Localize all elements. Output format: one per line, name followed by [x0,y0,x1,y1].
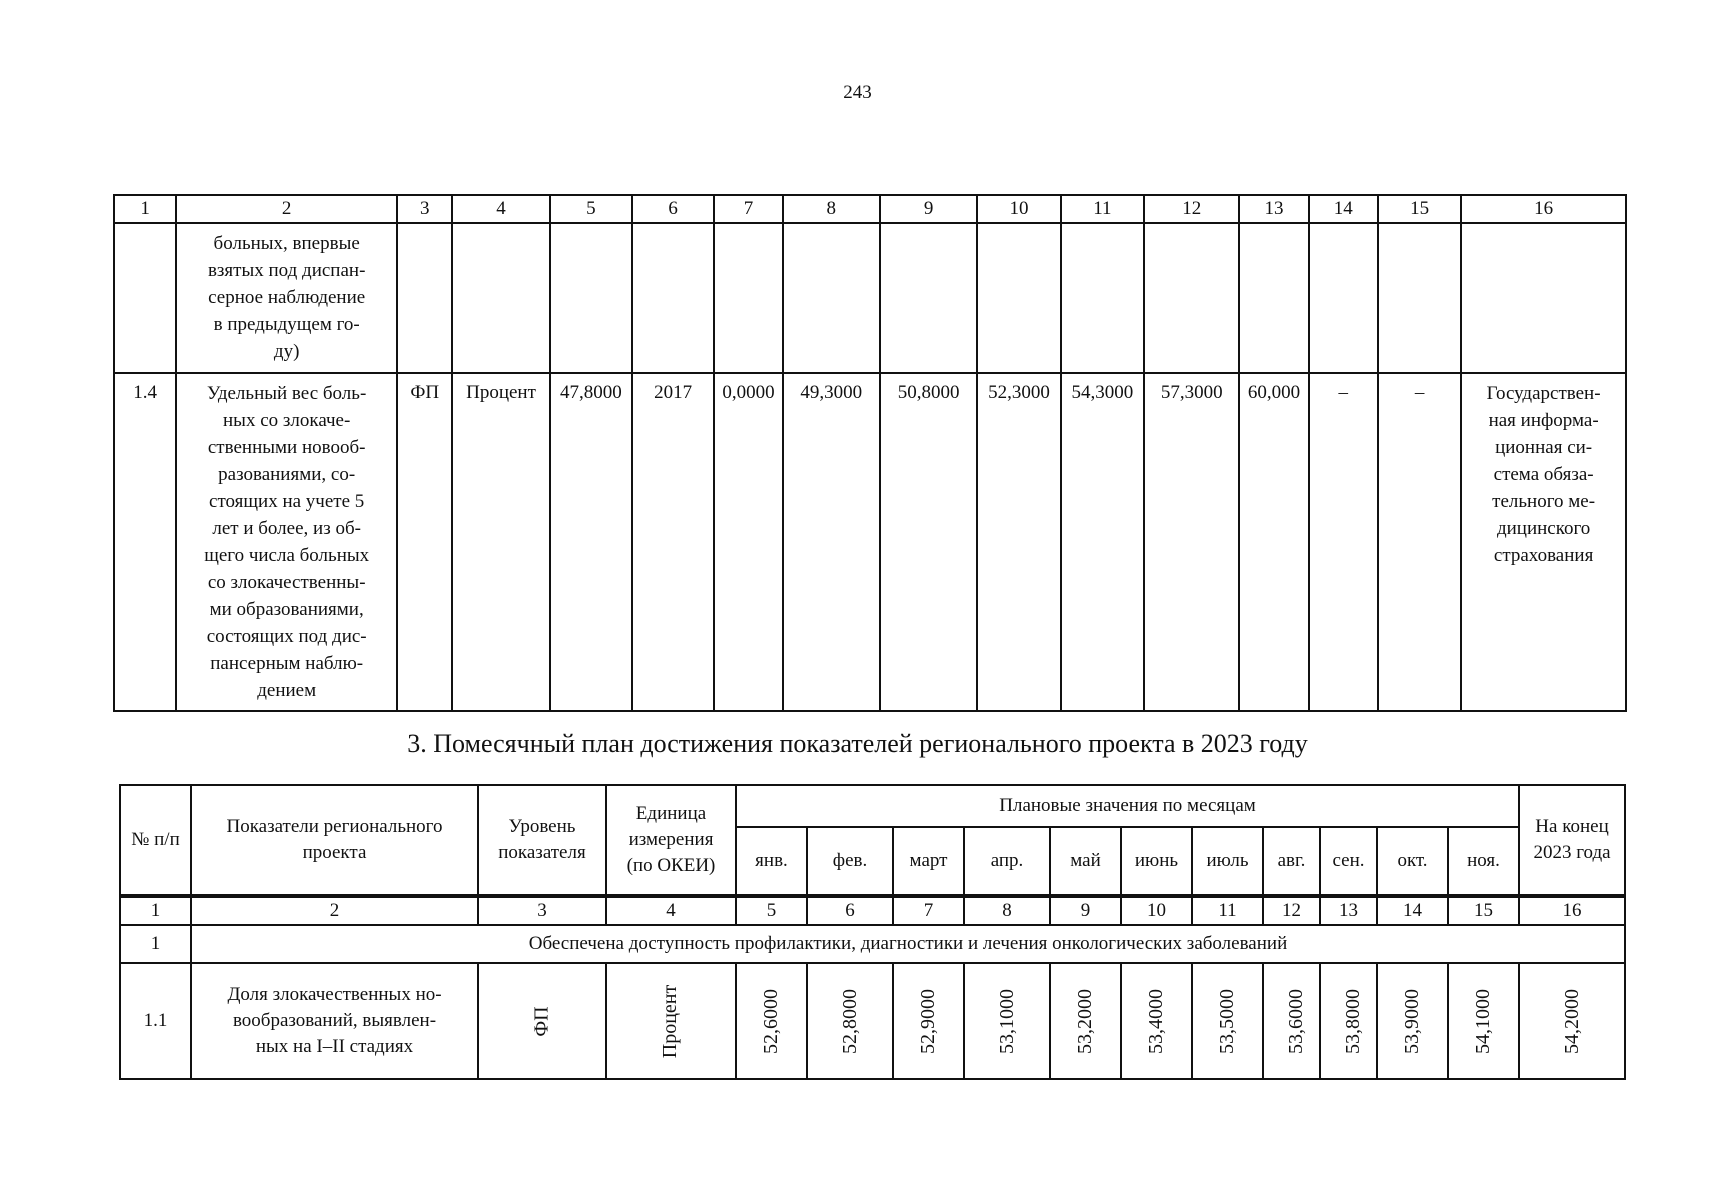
table-cell [632,223,714,373]
unit-cell: Процент [452,373,549,711]
month-header: янв. [736,827,807,896]
col-number: 5 [736,896,807,925]
col-number: 9 [1050,896,1121,925]
col-number: 11 [1061,195,1144,223]
month-header: сен. [1320,827,1377,896]
header-planned-values: Плановые значения по месяцам [736,785,1519,827]
data-source-cell: Государствен- ная информа- ционная си- стема обяза- тельного ме- дицинского страхования [1461,373,1626,711]
month-value-cell [1320,963,1377,1079]
month-value-cell [893,963,964,1079]
header-num: № п/п [120,785,191,896]
col-number: 11 [1192,896,1263,925]
end-of-year-value-cell [1519,963,1625,1079]
indicator-name-continuation: больных, впервые взятых под диспан- серное наблюдение в предыдущем го- ду) [176,223,397,373]
month-value: 53,2000 [1074,988,1096,1054]
table-cell [1378,223,1461,373]
col-number: 1 [120,896,191,925]
col-number: 16 [1519,896,1625,925]
value-cell: 60,000 [1239,373,1308,711]
col-number: 2 [191,896,478,925]
col-number: 6 [807,896,893,925]
month-value: 54,1000 [1472,988,1495,1054]
month-header: июль [1192,827,1263,896]
indicators-table-continuation [113,194,1627,712]
indicator-level: ФП [397,373,452,711]
unit-cell [606,963,736,1079]
month-value: 52,8000 [838,988,861,1054]
col-number: 10 [1121,896,1192,925]
section-row [120,925,1625,963]
month-value-cell [964,963,1050,1079]
table-cell [977,223,1060,373]
col-number: 12 [1263,896,1320,925]
base-year-cell: 2017 [632,373,714,711]
value-cell: 0,0000 [714,373,782,711]
table-row-1-4 [114,373,1626,711]
table-cell [114,223,176,373]
month-header: март [893,827,964,896]
column-number-row [120,896,1625,925]
page-number: 243 [843,82,872,103]
end-of-year-value: 54,2000 [1560,988,1583,1054]
col-number: 3 [397,195,452,223]
month-value-cell [1263,963,1320,1079]
col-number: 13 [1320,896,1377,925]
col-number: 8 [783,195,880,223]
month-value-cell [1377,963,1448,1079]
month-header: окт. [1377,827,1448,896]
col-number: 1 [114,195,176,223]
table-cell [550,223,632,373]
row-number: 1.1 [120,963,191,1079]
month-header: апр. [964,827,1050,896]
table-cell [880,223,977,373]
header-end-of-year: На конец 2023 года [1519,785,1625,896]
month-value: 53,8000 [1342,988,1364,1054]
col-number: 13 [1239,195,1308,223]
header-level: Уровень показателя [478,785,606,896]
month-value-cell [807,963,893,1079]
header-row [120,785,1625,827]
value-cell: 50,8000 [880,373,977,711]
table-cell [397,223,452,373]
value-cell: 49,3000 [783,373,880,711]
col-number: 3 [478,896,606,925]
month-header: фев. [807,827,893,896]
monthly-plan-table [119,784,1626,1080]
table-cell [452,223,549,373]
month-value-cell [1121,963,1192,1079]
month-value: 53,4000 [1145,988,1167,1054]
col-number: 4 [452,195,549,223]
month-header: авг. [1263,827,1320,896]
table-cell [1461,223,1626,373]
table-cell [1061,223,1144,373]
unit-value: Процент [659,984,682,1058]
col-number: 8 [964,896,1050,925]
indicator-level: ФП [530,1005,553,1037]
col-number: 14 [1377,896,1448,925]
col-number: 14 [1309,195,1378,223]
indicator-name: Удельный вес боль- ных со злокаче- ственными новооб- разованиями, со- стоящих на учете 5 лет и более, из об- щего числа больных со злокачественны- ми образованиями, состоящих под дис- пансерным наблю- дением [176,373,397,711]
base-value-cell: 47,8000 [550,373,632,711]
table-cell [1144,223,1239,373]
table-cell [1309,223,1378,373]
table-cell [714,223,782,373]
month-value: 53,1000 [995,988,1018,1054]
value-cell: 57,3000 [1144,373,1239,711]
month-value: 53,5000 [1216,988,1238,1054]
month-value-cell [1192,963,1263,1079]
month-header: май [1050,827,1121,896]
col-number: 6 [632,195,714,223]
header-unit: Единица измерения (по ОКЕИ) [606,785,736,896]
value-cell: 52,3000 [977,373,1060,711]
col-number: 7 [714,195,782,223]
table-cell [1239,223,1308,373]
col-number: 10 [977,195,1060,223]
col-number: 16 [1461,195,1626,223]
col-number: 9 [880,195,977,223]
indicator-level-cell [478,963,606,1079]
col-number: 7 [893,896,964,925]
col-number: 2 [176,195,397,223]
table-cell [783,223,880,373]
column-number-row [114,195,1626,223]
section-number: 1 [120,925,191,963]
section-text: Обеспечена доступность профилактики, диагностики и лечения онкологических заболеваний [191,925,1625,963]
month-header: ноя. [1448,827,1519,896]
col-number: 15 [1448,896,1519,925]
value-cell: – [1309,373,1378,711]
month-value: 53,6000 [1285,988,1307,1054]
month-value-cell [736,963,807,1079]
col-number: 5 [550,195,632,223]
row-number: 1.4 [114,373,176,711]
month-value: 52,9000 [917,988,939,1054]
col-number: 4 [606,896,736,925]
table-row-1-1 [120,963,1625,1079]
month-value: 52,6000 [760,988,782,1054]
month-header: июнь [1121,827,1192,896]
table-row-continuation [114,223,1626,373]
month-value: 53,9000 [1401,988,1423,1054]
indicator-name: Доля злокачественных но- вообразований, выявлен- ных на I–II стадиях [191,963,478,1079]
header-indicator: Показатели регионального проекта [191,785,478,896]
col-number: 15 [1378,195,1461,223]
col-number: 12 [1144,195,1239,223]
month-value-cell [1448,963,1519,1079]
month-value-cell [1050,963,1121,1079]
section-title: 3. Помесячный план достижения показателей регионального проекта в 2023 году [407,729,1308,758]
value-cell: 54,3000 [1061,373,1144,711]
value-cell: – [1378,373,1461,711]
